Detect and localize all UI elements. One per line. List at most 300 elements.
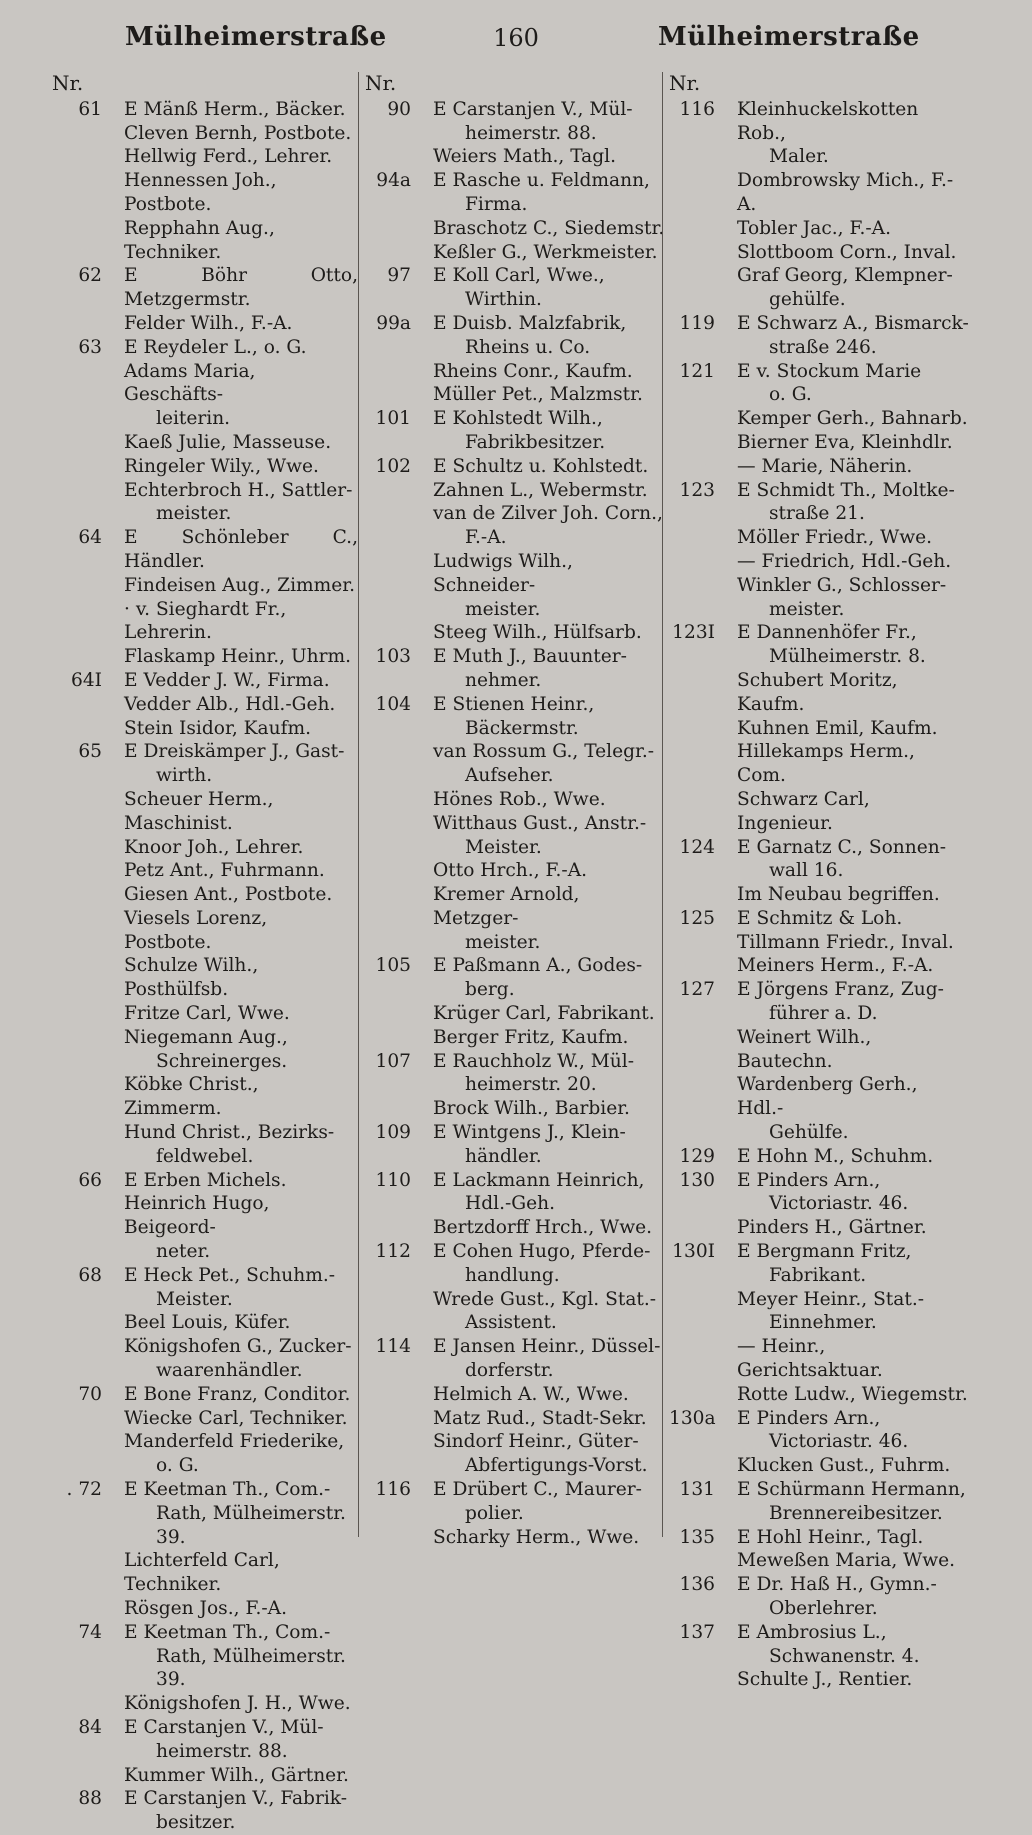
resident-name: E Dr. Haß H., Gymn.- <box>737 1574 937 1596</box>
resident-line: Schwarz Carl, Ingenieur. <box>737 788 870 834</box>
running-head-left: Mülheimerstraße <box>125 22 387 52</box>
resident-line: Scheuer Herm., Maschinist. <box>124 788 274 834</box>
resident-name: E Schönleber C., Händler. <box>124 527 358 572</box>
house-entry <box>52 740 358 764</box>
resident-line: Helmich A. W., Wwe. <box>433 1383 629 1405</box>
resident-line: Kaeß Julie, Masseuse. <box>124 431 332 453</box>
spacer <box>715 479 737 503</box>
resident-line: Winkler G., Schlosser- <box>737 574 947 596</box>
spacer <box>715 907 737 931</box>
column-1 <box>52 72 358 1835</box>
resident-line: Knoor Joh., Lehrer. <box>124 836 304 858</box>
resident-line: Köbke Christ., Zimmerm. <box>124 1074 259 1120</box>
resident-line: Felder Wilh., F.-A. <box>124 312 293 334</box>
resident-line: Lichterfeld Carl, Techniker. <box>124 1550 280 1596</box>
continuation-line: Maler. <box>769 146 829 168</box>
resident-line: Hund Christ., Bezirks- <box>124 1122 335 1144</box>
house-number: 112 <box>375 1241 411 1263</box>
continuation-line: heimerstr. 20. <box>465 1074 597 1096</box>
continuation-line: straße 21. <box>769 503 865 525</box>
resident-line: Braschotz C., Siedemstr. <box>433 217 665 239</box>
resident-line: Otto Hrch., F.-A. <box>433 860 588 882</box>
resident-line: · v. Sieghardt Fr., Lehrerin. <box>124 598 287 644</box>
resident-line: Brock Wilh., Barbier. <box>433 1098 630 1120</box>
continuation-line: Assistent. <box>465 1312 557 1334</box>
house-number: 63 <box>78 336 102 358</box>
house-entry <box>365 98 665 122</box>
continuation-line: Victoriastr. 46. <box>769 1431 909 1453</box>
column-heading: Nr. <box>365 71 397 95</box>
house-number: 137 <box>679 1621 715 1643</box>
resident-line: Manderfeld Friederike, <box>124 1431 345 1453</box>
house-number: 135 <box>679 1526 715 1548</box>
house-number: 99a <box>376 312 411 334</box>
house-entry <box>52 264 358 312</box>
resident-name: E Heck Pet., Schuhm.- <box>124 1264 336 1286</box>
resident-line: Schubert Moritz, Kaufm. <box>737 669 898 715</box>
resident-line: Beel Louis, Küfer. <box>124 1312 291 1334</box>
spacer <box>411 1169 433 1193</box>
resident-line: Viesels Lorenz, Postbote. <box>124 907 268 953</box>
continuation-line: meister. <box>465 931 541 953</box>
continuation-line: händler. <box>465 1145 542 1167</box>
spacer <box>411 1050 433 1074</box>
house-number: 131 <box>679 1479 715 1501</box>
resident-line: Kuhnen Emil, Kaufm. <box>737 717 938 739</box>
house-entry <box>669 1478 969 1502</box>
house-number: 105 <box>375 955 411 977</box>
resident-line: Keßler G., Werkmeister. <box>433 241 658 263</box>
resident-name: E Schmidt Th., Moltke- <box>737 479 955 501</box>
resident-line: Flaskamp Heinr., Uhrm. <box>124 646 352 668</box>
spacer <box>102 1716 124 1740</box>
continuation-line: polier. <box>465 1502 524 1524</box>
spacer <box>411 1240 433 1264</box>
house-number: 114 <box>375 1336 411 1358</box>
house-entry <box>52 1264 358 1288</box>
house-number: 64I <box>70 669 102 691</box>
resident-line: Hönes Rob., Wwe. <box>433 788 606 810</box>
spacer <box>715 1240 737 1264</box>
spacer <box>411 1478 433 1502</box>
resident-line: Heinrich Hugo, Beigeord- <box>124 1193 270 1239</box>
continuation-line: Mülheimerstr. 8. <box>769 646 926 668</box>
resident-line: Slottboom Corn., Inval. <box>737 241 957 263</box>
resident-name: E Pinders Arn., <box>737 1169 881 1191</box>
house-entry <box>669 1169 969 1193</box>
resident-line: Königshofen G., Zucker- <box>124 1336 352 1358</box>
resident-line: Kummer Wilh., Gärtner. <box>124 1764 349 1786</box>
resident-line: Petz Ant., Fuhrmann. <box>124 860 325 882</box>
resident-line: Klucken Gust., Fuhrm. <box>737 1455 951 1477</box>
resident-name: E Rauchholz W., Mül- <box>433 1050 635 1072</box>
spacer <box>715 1145 737 1169</box>
resident-line: — Marie, Näherin. <box>737 455 913 477</box>
spacer <box>411 312 433 336</box>
spacer <box>411 693 433 717</box>
spacer <box>715 1407 737 1431</box>
resident-line: Im Neubau begriffen. <box>737 884 940 906</box>
house-number: 104 <box>375 693 411 715</box>
resident-line: Berger Fritz, Kaufm. <box>433 1026 629 1048</box>
house-entry <box>52 526 358 574</box>
resident-name: E Koll Carl, Wwe., <box>433 265 605 287</box>
continuation-line: gehülfe. <box>769 289 846 311</box>
continuation-line: wirth. <box>156 765 213 787</box>
spacer <box>411 1121 433 1145</box>
resident-line: Fritze Carl, Wwe. <box>124 1003 290 1025</box>
spacer <box>715 312 737 336</box>
house-entry <box>52 336 358 360</box>
house-entry <box>52 1787 358 1811</box>
resident-line: Ringeler Wily., Wwe. <box>124 455 319 477</box>
resident-name: E Dreiskämper J., Gast- <box>124 741 345 763</box>
column-3 <box>662 71 969 1691</box>
spacer <box>102 1383 124 1407</box>
continuation-line: nehmer. <box>465 669 542 691</box>
house-number: 70 <box>78 1383 102 1405</box>
house-entry <box>365 264 665 288</box>
resident-line: Echterbroch H., Sattler- <box>124 479 353 501</box>
resident-line: Cleven Bernh, Postbote. <box>124 122 352 144</box>
house-number: 116 <box>679 98 715 120</box>
resident-name: E Drübert C., Maurer- <box>433 1479 642 1501</box>
continuation-line: Firma. <box>465 193 528 215</box>
house-entry <box>365 693 665 717</box>
house-entry <box>365 1335 665 1359</box>
house-number: 110 <box>375 1169 411 1191</box>
house-number: 125 <box>679 907 715 929</box>
resident-name: E Mänß Herm., Bäcker. <box>124 98 346 120</box>
house-number: 130 <box>679 1169 715 1191</box>
page-header <box>0 22 1032 62</box>
continuation-line: o. G. <box>156 1455 199 1477</box>
continuation-line: Schwanenstr. 4. <box>769 1645 920 1667</box>
resident-name: E Schmitz & Loh. <box>737 907 903 929</box>
resident-line: Rösgen Jos., F.-A. <box>124 1598 287 1619</box>
continuation-line: Oberlehrer. <box>769 1598 878 1619</box>
continuation-line: meister. <box>156 503 232 525</box>
resident-line: Adams Maria, Geschäfts- <box>124 360 256 406</box>
resident-line: Rheins Conr., Kaufm. <box>433 360 633 382</box>
resident-line: Ludwigs Wilh., Schneider- <box>433 550 573 596</box>
spacer <box>411 98 433 122</box>
house-number: 127 <box>679 979 715 1001</box>
spacer <box>411 1335 433 1359</box>
resident-name: E Paßmann A., Godes- <box>433 955 643 977</box>
resident-line: Giesen Ant., Postbote. <box>124 884 333 906</box>
resident-line: Schulze Wilh., Posthülfsb. <box>124 955 259 1001</box>
resident-name: E Schultz u. Kohlstedt. <box>433 455 649 477</box>
house-number: 62 <box>78 265 102 287</box>
spacer <box>102 264 124 312</box>
page-number: 160 <box>493 24 539 52</box>
house-entry <box>365 407 665 431</box>
spacer <box>411 954 433 978</box>
resident-line: Meweßen Maria, Wwe. <box>737 1550 956 1572</box>
house-entry <box>669 1407 969 1431</box>
resident-line: Sindorf Heinr., Güter- <box>433 1431 639 1453</box>
continuation-line: Rath, Mülheimerstr. 39. <box>156 1645 346 1691</box>
resident-name: E Hohl Heinr., Tagl. <box>737 1526 924 1548</box>
resident-name: E Jansen Heinr., Düssel- <box>433 1336 661 1358</box>
continuation-line: leiterin. <box>156 408 231 430</box>
resident-line: — Heinr., Gerichtsaktuar. <box>737 1336 883 1382</box>
house-number: 136 <box>679 1574 715 1596</box>
resident-name: E Böhr Otto, Metzgermstr. <box>124 265 358 311</box>
house-entry <box>365 312 665 336</box>
resident-line: Niegemann Aug., <box>124 1026 288 1048</box>
house-entry <box>365 1240 665 1264</box>
house-entry <box>669 836 969 860</box>
resident-name: E Carstanjen V., Fabrik- <box>124 1788 348 1810</box>
spacer <box>102 1621 124 1645</box>
continuation-line: Schreinerges. <box>156 1050 288 1072</box>
spacer <box>411 645 433 669</box>
resident-name: E Ambrosius L., <box>737 1621 887 1643</box>
house-number: 88 <box>78 1788 102 1810</box>
house-entry <box>365 645 665 669</box>
resident-name: E Duisb. Malzfabrik, <box>433 312 627 334</box>
resident-name: E Schwarz A., Bismarck- <box>737 312 969 334</box>
resident-line: Bierner Eva, Kleinhdlr. <box>737 431 953 453</box>
house-number: 119 <box>679 312 715 334</box>
resident-line: Tillmann Friedr., Inval. <box>737 931 954 953</box>
resident-name: E Carstanjen V., Mül- <box>124 1716 324 1738</box>
column-heading: Nr. <box>669 71 701 95</box>
house-number: 68 <box>78 1264 102 1286</box>
house-entry <box>52 669 358 693</box>
continuation-line: berg. <box>465 979 515 1001</box>
resident-line: Müller Pet., Malzmstr. <box>433 384 643 406</box>
resident-line: Findeisen Aug., Zimmer. <box>124 574 356 596</box>
house-number: 102 <box>375 455 411 477</box>
continuation-line: Rath, Mülheimerstr. 39. <box>156 1502 346 1548</box>
resident-name: E Pinders Arn., <box>737 1407 881 1429</box>
house-entry <box>52 1621 358 1645</box>
resident-line: van de Zilver Joh. Corn., <box>433 503 663 525</box>
resident-line: Hellwig Ferd., Lehrer. <box>124 146 333 168</box>
house-entry <box>669 1573 969 1597</box>
resident-name: E Carstanjen V., Mül- <box>433 98 633 120</box>
resident-line: Repphahn Aug., Techniker. <box>124 217 275 263</box>
resident-line: Kremer Arnold, Metzger- <box>433 884 580 929</box>
spacer <box>102 740 124 764</box>
spacer <box>102 98 124 122</box>
house-number: 74 <box>78 1621 102 1643</box>
column-heading: Nr. <box>52 71 84 95</box>
house-number: 97 <box>387 265 411 287</box>
resident-line: Scharky Herm., Wwe. <box>433 1526 640 1548</box>
resident-line: Möller Friedr., Wwe. <box>737 527 933 549</box>
resident-name: E Kohlstedt Wilh., <box>433 408 603 430</box>
continuation-line: Victoriastr. 46. <box>769 1193 909 1215</box>
continuation-line: Gehülfe. <box>769 1122 849 1144</box>
house-number: 64 <box>78 527 102 549</box>
house-number: 130a <box>669 1407 716 1429</box>
resident-line: Kemper Gerh., Bahnarb. <box>737 408 968 430</box>
resident-line: Matz Rud., Stadt-Sekr. <box>433 1407 647 1429</box>
resident-line: Pinders H., Gärtner. <box>737 1217 927 1239</box>
column-2 <box>358 71 665 1548</box>
house-entry <box>669 1145 969 1169</box>
continuation-line: dorferstr. <box>465 1360 554 1382</box>
house-entry <box>365 954 665 978</box>
resident-line: Wardenberg Gerh., Hdl.- <box>737 1074 918 1120</box>
spacer <box>102 1169 124 1193</box>
house-number: 107 <box>375 1050 411 1072</box>
resident-line: van Rossum G., Telegr.- <box>433 741 655 763</box>
spacer <box>715 1169 737 1193</box>
house-entry <box>365 1121 665 1145</box>
resident-line: Weinert Wilh., Bautechn. <box>737 1026 872 1072</box>
resident-name: E Rasche u. Feldmann, <box>433 170 650 192</box>
resident-line: Hennessen Joh., Postbote. <box>124 170 277 215</box>
resident-line: Hillekamps Herm., Com. <box>737 741 915 787</box>
resident-name: E Cohen Hugo, Pferde- <box>433 1241 651 1263</box>
spacer <box>102 336 124 360</box>
resident-name: E Erben Michels. <box>124 1169 287 1191</box>
house-entry <box>365 1050 665 1074</box>
continuation-line: neter. <box>156 1241 211 1263</box>
spacer <box>102 526 124 574</box>
continuation-line: Wirthin. <box>465 289 542 311</box>
house-number: 103 <box>375 646 411 668</box>
continuation-line: straße 246. <box>769 336 877 358</box>
spacer <box>411 407 433 431</box>
house-number: 123 <box>679 479 715 501</box>
house-entry <box>669 1526 969 1550</box>
resident-name: Kleinhuckelskotten Rob., <box>737 98 919 144</box>
resident-line: Königshofen J. H., Wwe. <box>124 1693 351 1715</box>
continuation-line: o. G. <box>769 384 812 406</box>
house-entry <box>365 169 665 193</box>
continuation-line: feldwebel. <box>156 1145 254 1167</box>
continuation-line: Meister. <box>156 1288 233 1310</box>
resident-name: E Reydeler L., o. G. <box>124 336 307 358</box>
resident-line: Steeg Wilh., Hülfsarb. <box>433 622 642 644</box>
house-entry <box>669 907 969 931</box>
spacer <box>715 1478 737 1502</box>
spacer <box>411 455 433 479</box>
spacer <box>715 978 737 1002</box>
continuation-line: meister. <box>769 598 845 620</box>
resident-name: E Bone Franz, Conditor. <box>124 1383 351 1405</box>
resident-line: Krüger Carl, Fabrikant. <box>433 1003 655 1025</box>
house-number: 121 <box>679 360 715 382</box>
resident-line: Wiecke Carl, Techniker. <box>124 1407 348 1429</box>
house-number: 84 <box>78 1716 102 1738</box>
resident-name: E Schürmann Hermann, <box>737 1479 966 1501</box>
resident-line: Witthaus Gust., Anstr.- <box>433 812 647 834</box>
resident-name: E Garnatz C., Sonnen- <box>737 836 946 858</box>
house-entry <box>669 312 969 336</box>
continuation-line: Brennereibesitzer. <box>769 1502 943 1524</box>
house-number: 129 <box>679 1145 715 1167</box>
spacer <box>102 1264 124 1288</box>
continuation-line: Rheins u. Co. <box>465 336 591 358</box>
resident-line: Schulte J., Rentier. <box>737 1669 913 1691</box>
running-head-right: Mülheimerstraße <box>658 22 920 52</box>
house-entry <box>52 1716 358 1740</box>
resident-line: Wrede Gust., Kgl. Stat.- <box>433 1288 657 1310</box>
spacer <box>715 621 737 645</box>
house-number: 65 <box>78 741 102 763</box>
house-number: 109 <box>375 1122 411 1144</box>
continuation-line: Abfertigungs-Vorst. <box>465 1455 648 1477</box>
house-entry <box>669 1621 969 1645</box>
house-entry <box>669 98 969 146</box>
spacer <box>102 1787 124 1811</box>
resident-line: Stein Isidor, Kaufm. <box>124 717 312 739</box>
continuation-line: besitzer. <box>156 1812 236 1834</box>
spacer <box>715 360 737 384</box>
resident-line: Rotte Ludw., Wiegemstr. <box>737 1383 968 1405</box>
spacer <box>715 1526 737 1550</box>
resident-name: E Muth J., Bauunter- <box>433 646 627 668</box>
continuation-line: heimerstr. 88. <box>156 1740 288 1762</box>
resident-name: E Hohn M., Schuhm. <box>737 1145 934 1167</box>
resident-name: E Dannenhöfer Fr., <box>737 622 917 644</box>
continuation-line: wall 16. <box>769 860 844 882</box>
resident-line: Weiers Math., Tagl. <box>433 146 616 168</box>
continuation-line: führer a. D. <box>769 1003 878 1025</box>
house-number: 130I <box>672 1241 715 1263</box>
resident-name: E Wintgens J., Klein- <box>433 1122 626 1144</box>
continuation-line: Fabrikbesitzer. <box>465 431 606 453</box>
continuation-line: handlung. <box>465 1264 560 1286</box>
continuation-line: heimerstr. 88. <box>465 122 597 144</box>
house-number: 94a <box>376 170 411 192</box>
house-entry <box>52 1169 358 1193</box>
house-entry <box>52 98 358 122</box>
resident-name: E Vedder J. W., Firma. <box>124 669 330 691</box>
resident-line: Meyer Heinr., Stat.- <box>737 1288 925 1310</box>
resident-name: E Jörgens Franz, Zug- <box>737 979 944 1001</box>
continuation-line: waarenhändler. <box>156 1360 303 1382</box>
continuation-line: F.-A. <box>465 527 507 549</box>
resident-line: Zahnen L., Webermstr. <box>433 479 648 501</box>
continuation-line: Aufseher. <box>465 765 554 787</box>
resident-line: Bertzdorff Hrch., Wwe. <box>433 1217 653 1239</box>
house-number: . 72 <box>66 1479 102 1501</box>
spacer <box>715 836 737 860</box>
spacer <box>715 1573 737 1597</box>
continuation-line: Hdl.-Geh. <box>465 1193 555 1215</box>
continuation-line: Meister. <box>465 836 542 858</box>
house-entry <box>669 621 969 645</box>
house-entry <box>52 1383 358 1407</box>
spacer <box>102 669 124 693</box>
resident-line: — Friedrich, Hdl.-Geh. <box>737 550 952 572</box>
resident-line: Meiners Herm., F.-A. <box>737 955 934 977</box>
spacer <box>411 169 433 193</box>
resident-name: E Lackmann Heinrich, <box>433 1169 645 1191</box>
resident-name: E Keetman Th., Com.- <box>124 1621 331 1643</box>
house-number: 90 <box>387 98 411 120</box>
spacer <box>715 98 737 146</box>
house-number: 66 <box>78 1169 102 1191</box>
continuation-line: Bäckermstr. <box>465 717 579 739</box>
house-number: 123I <box>672 622 715 644</box>
spacer <box>715 1621 737 1645</box>
spacer <box>102 1478 124 1502</box>
house-entry <box>669 479 969 503</box>
resident-name: E Stienen Heinr., <box>433 693 595 715</box>
house-number: 124 <box>679 836 715 858</box>
resident-line: Tobler Jac., F.-A. <box>737 217 892 239</box>
house-entry <box>669 360 969 384</box>
